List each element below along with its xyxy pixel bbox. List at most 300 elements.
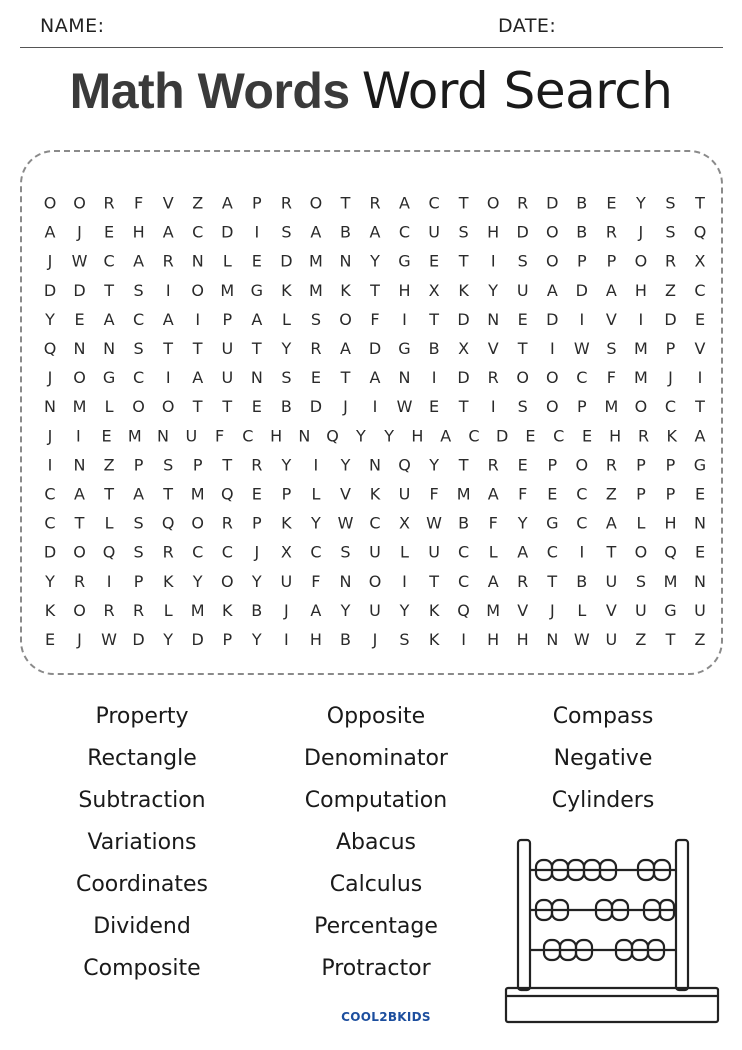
grid-letter: I <box>75 426 81 446</box>
grid-letter: F <box>370 309 380 329</box>
word-list-item: Dividend <box>93 914 191 939</box>
grid-letter: D <box>575 280 588 300</box>
grid-letter: C <box>133 368 145 388</box>
grid-letter: D <box>280 251 293 271</box>
grid-letter: P <box>133 455 144 475</box>
grid-letter: H <box>664 513 677 533</box>
word-list-item: Composite <box>83 956 201 981</box>
grid-letter: Y <box>281 455 292 475</box>
grid-letter: W <box>573 339 590 358</box>
grid-letter: I <box>165 368 171 388</box>
grid-letter: H <box>309 630 322 649</box>
grid-letter: C <box>192 542 204 562</box>
grid-letter: N <box>298 426 311 446</box>
grid-letter: Y <box>399 600 410 620</box>
grid-letter: M <box>633 339 648 358</box>
grid-letter: C <box>694 280 706 300</box>
grid-letter: U <box>369 600 381 620</box>
grid-letter: C <box>458 542 470 562</box>
grid-letter: T <box>222 397 233 417</box>
grid-letter: X <box>280 542 292 562</box>
grid-letter: Y <box>517 513 528 533</box>
grid-letter: P <box>606 251 617 271</box>
grid-letter: A <box>440 426 452 446</box>
grid-letter: B <box>428 339 440 358</box>
grid-letter: J <box>284 600 289 620</box>
grid-letter: E <box>429 251 440 271</box>
grid-letter: D <box>368 339 382 358</box>
grid-letter: C <box>546 542 558 562</box>
grid-letter: Q <box>102 542 116 562</box>
grid-letter: I <box>402 309 407 329</box>
grid-letter: H <box>270 426 283 446</box>
grid-letter: F <box>311 571 321 591</box>
grid-letter: Q <box>43 339 57 358</box>
grid-letter: N <box>44 397 56 417</box>
grid-letter: V <box>487 339 499 358</box>
grid-letter: C <box>398 222 411 242</box>
grid-letter: R <box>517 571 529 591</box>
grid-letter: D <box>457 368 470 388</box>
grid-letter: L <box>636 513 646 533</box>
grid-letter: B <box>576 222 588 242</box>
grid-letter: C <box>192 222 204 242</box>
grid-letter: K <box>428 630 440 649</box>
grid-letter: E <box>101 426 112 446</box>
grid-letter: S <box>665 193 676 213</box>
word-list-item: Variations <box>87 830 197 855</box>
grid-letter: K <box>44 600 56 620</box>
grid-letter: A <box>103 309 115 329</box>
grid-letter: Q <box>161 513 175 533</box>
grid-letter: W <box>71 251 88 271</box>
grid-letter: R <box>605 455 617 475</box>
grid-letter: H <box>487 222 500 242</box>
grid-letter: H <box>516 630 529 649</box>
grid-letter: C <box>221 542 233 562</box>
grid-letter: X <box>428 280 440 300</box>
grid-letter: O <box>575 455 589 475</box>
grid-letter: N <box>73 339 86 358</box>
grid-letter: U <box>221 368 234 388</box>
grid-letter: V <box>340 484 351 504</box>
grid-letter: T <box>458 251 469 271</box>
grid-letter: D <box>132 630 145 649</box>
grid-letter: I <box>461 630 466 649</box>
grid-letter: G <box>102 368 116 388</box>
grid-letter: S <box>458 222 469 242</box>
grid-letter: R <box>162 251 174 271</box>
grid-letter: H <box>398 280 411 300</box>
grid-letter: E <box>517 309 528 329</box>
grid-letter: T <box>429 309 439 329</box>
grid-letter: B <box>458 513 470 533</box>
grid-letter: R <box>251 455 263 475</box>
grid-letter: O <box>516 368 529 388</box>
grid-letter: E <box>517 455 528 475</box>
grid-letter: R <box>103 600 115 620</box>
grid-letter: M <box>72 397 87 417</box>
grid-letter: A <box>74 484 85 504</box>
grid-letter: Y <box>429 455 439 475</box>
title-light: Word Search <box>361 62 673 120</box>
grid-letter: L <box>311 484 321 504</box>
grid-letter: N <box>398 368 411 388</box>
grid-letter: O <box>191 280 204 300</box>
grid-letter: T <box>517 339 528 358</box>
grid-letter: I <box>490 251 496 271</box>
grid-letter: S <box>163 455 174 475</box>
grid-letter: D <box>496 426 509 446</box>
grid-letter: B <box>576 193 588 213</box>
grid-letter: Z <box>103 455 115 475</box>
grid-letter: I <box>106 571 112 591</box>
grid-letter: O <box>634 542 648 562</box>
grid-letter: T <box>547 571 558 591</box>
grid-letter: C <box>133 309 145 329</box>
grid-letter: I <box>549 339 555 358</box>
grid-letter: Y <box>340 600 351 620</box>
grid-letter: P <box>547 455 558 475</box>
word-list-item: Calculus <box>329 872 423 897</box>
grid-letter: Q <box>326 426 339 446</box>
word-list-item: Computation <box>304 788 448 813</box>
grid-letter: A <box>340 339 351 358</box>
grid-letter: F <box>214 426 225 446</box>
grid-letter: O <box>368 571 382 591</box>
grid-letter: A <box>487 484 499 504</box>
grid-letter: T <box>370 280 380 300</box>
grid-letter: O <box>73 193 86 213</box>
grid-letter: T <box>340 193 351 213</box>
grid-letter: G <box>250 280 264 300</box>
grid-letter: A <box>44 222 56 242</box>
grid-letter: Y <box>488 280 499 300</box>
grid-letter: P <box>665 455 676 475</box>
grid-letter: O <box>43 193 57 213</box>
abacus-icon <box>498 828 728 1028</box>
grid-letter: R <box>487 455 499 475</box>
word-list-item: Negative <box>553 746 653 771</box>
grid-letter: N <box>694 571 706 591</box>
grid-letter: L <box>104 397 114 417</box>
word-list-item: Opposite <box>326 704 426 729</box>
grid-letter: C <box>428 193 440 213</box>
grid-letter: V <box>605 309 617 329</box>
grid-letter: A <box>517 542 529 562</box>
grid-letter: O <box>546 397 559 417</box>
grid-letter: Y <box>356 426 366 446</box>
grid-letter: P <box>576 397 587 417</box>
grid-letter: J <box>372 630 378 649</box>
grid-letter: A <box>133 251 145 271</box>
grid-letter: J <box>638 222 644 242</box>
grid-letter: N <box>339 251 352 271</box>
word-list-item: Subtraction <box>78 788 206 813</box>
grid-letter: D <box>73 280 86 300</box>
grid-letter: T <box>163 484 174 504</box>
grid-letter: J <box>549 600 555 620</box>
grid-letter: J <box>47 368 53 388</box>
grid-letter: W <box>101 630 118 649</box>
grid-letter: H <box>634 280 647 300</box>
grid-letter: I <box>697 368 703 388</box>
grid-letter: M <box>190 484 205 504</box>
grid-letter: V <box>605 600 617 620</box>
grid-letter: N <box>694 513 706 533</box>
grid-letter: H <box>487 630 500 649</box>
grid-letter: K <box>340 280 351 300</box>
word-list-item: Property <box>95 704 189 729</box>
grid-letter: T <box>104 484 114 504</box>
word-list-column-3 <box>483 698 723 824</box>
grid-letter: U <box>369 542 381 562</box>
grid-letter: R <box>487 368 499 388</box>
grid-letter: S <box>606 339 617 358</box>
grid-letter: Z <box>605 484 617 504</box>
word-list-item: Abacus <box>336 830 416 855</box>
grid-letter: N <box>546 630 559 649</box>
grid-letter: S <box>281 368 292 388</box>
grid-letter: R <box>664 251 677 271</box>
grid-letter: O <box>132 397 145 417</box>
grid-letter: E <box>251 251 262 271</box>
grid-letter: D <box>221 222 234 242</box>
grid-letter: E <box>251 484 262 504</box>
grid-letter: E <box>525 426 536 446</box>
grid-letter: Y <box>636 193 646 213</box>
grid-letter: C <box>242 426 254 446</box>
grid-letter: U <box>605 630 618 649</box>
grid-letter: Q <box>457 600 470 620</box>
grid-letter: Y <box>251 630 262 649</box>
grid-letter: C <box>576 484 588 504</box>
grid-letter: A <box>310 600 322 620</box>
grid-letter: E <box>581 426 593 446</box>
grid-letter: D <box>516 222 529 242</box>
grid-letter: R <box>133 600 145 620</box>
grid-letter: O <box>546 368 559 388</box>
grid-letter: A <box>694 426 706 446</box>
grid-letter: E <box>694 484 706 504</box>
grid-letter: O <box>339 309 352 329</box>
grid-letter: P <box>281 484 292 504</box>
grid-letter: T <box>192 339 203 358</box>
grid-letter: C <box>576 368 588 388</box>
grid-letter: M <box>190 600 205 620</box>
grid-letter: I <box>47 455 53 475</box>
grid-letter: S <box>517 397 528 417</box>
grid-letter: O <box>221 571 234 591</box>
grid-letter: A <box>369 222 381 242</box>
word-list-item: Coordinates <box>75 872 209 897</box>
grid-letter: M <box>308 280 323 300</box>
grid-letter: L <box>281 309 291 329</box>
word-list-item: Cylinders <box>551 788 655 813</box>
grid-letter: P <box>222 309 233 329</box>
grid-letter: S <box>635 571 646 591</box>
grid-letter: B <box>340 222 351 242</box>
grid-letter: Y <box>251 571 262 591</box>
grid-letter: N <box>157 426 169 446</box>
grid-letter: A <box>133 484 145 504</box>
grid-letter: A <box>369 368 381 388</box>
grid-letter: P <box>133 571 144 591</box>
grid-letter: G <box>546 513 559 533</box>
grid-letter: R <box>310 339 322 358</box>
grid-letter: B <box>251 600 263 620</box>
grid-letter: D <box>43 280 57 300</box>
grid-letter: B <box>340 630 351 649</box>
grid-letter: M <box>308 251 323 271</box>
word-list-item: Compass <box>552 704 654 729</box>
word-list-item: Protractor <box>321 956 431 981</box>
grid-letter: I <box>431 368 437 388</box>
name-label: NAME: <box>40 15 105 37</box>
grid-letter: L <box>222 251 232 271</box>
grid-letter: Y <box>45 309 55 329</box>
grid-letter: W <box>573 630 590 649</box>
grid-letter: N <box>487 309 500 329</box>
grid-letter: Q <box>221 484 234 504</box>
grid-letter: W <box>337 513 354 533</box>
grid-letter: D <box>43 542 57 562</box>
grid-letter: E <box>694 542 706 562</box>
date-label: DATE: <box>498 15 557 37</box>
grid-letter: I <box>165 280 171 300</box>
grid-letter: A <box>399 193 410 213</box>
grid-letter: U <box>398 484 411 504</box>
grid-letter: H <box>411 426 424 446</box>
grid-letter: S <box>310 309 321 329</box>
grid-letter: N <box>191 251 204 271</box>
grid-letter: I <box>195 309 201 329</box>
grid-letter: A <box>310 222 322 242</box>
grid-letter: I <box>579 309 585 329</box>
grid-letter: C <box>103 251 115 271</box>
grid-letter: X <box>694 251 706 271</box>
grid-letter: O <box>191 513 204 533</box>
grid-letter: S <box>133 542 144 562</box>
grid-letter: C <box>553 426 565 446</box>
grid-letter: P <box>251 513 262 533</box>
grid-letter: M <box>127 426 142 446</box>
grid-letter: A <box>251 309 263 329</box>
grid-letter: I <box>402 571 407 591</box>
grid-letter: E <box>694 309 706 329</box>
grid-letter: P <box>222 630 233 649</box>
grid-letter: E <box>44 630 56 649</box>
word-list-column-1 <box>22 698 262 992</box>
grid-letter: M <box>604 397 619 417</box>
grid-letter: T <box>458 193 469 213</box>
grid-letter: D <box>546 309 559 329</box>
grid-letter: M <box>220 280 235 300</box>
grid-letter: E <box>251 397 262 417</box>
grid-letter: R <box>162 542 174 562</box>
grid-letter: J <box>668 368 673 388</box>
grid-letter: C <box>458 571 470 591</box>
grid-letter: Z <box>694 630 706 649</box>
grid-letter: R <box>369 193 381 213</box>
grid-letter: N <box>339 571 352 591</box>
grid-letter: Q <box>398 455 411 475</box>
grid-letter: M <box>663 571 678 591</box>
grid-letter: N <box>103 339 116 358</box>
grid-letter: V <box>162 193 174 213</box>
grid-letter: E <box>104 222 115 242</box>
grid-letter: T <box>340 368 351 388</box>
grid-letter: K <box>666 426 677 446</box>
grid-letter: Z <box>635 630 647 649</box>
grid-letter: K <box>281 280 292 300</box>
grid-letter: U <box>428 222 440 242</box>
grid-letter: C <box>310 542 322 562</box>
grid-letter: L <box>104 513 114 533</box>
grid-letter: T <box>74 513 85 533</box>
grid-letter: S <box>517 251 528 271</box>
grid-letter: U <box>694 600 706 620</box>
grid-letter: T <box>458 397 469 417</box>
grid-letter: K <box>369 484 381 504</box>
grid-letter: J <box>343 397 348 417</box>
grid-letter: D <box>191 630 204 649</box>
grid-letter: Y <box>370 251 380 271</box>
grid-letter: C <box>44 513 56 533</box>
grid-letter: E <box>606 193 617 213</box>
grid-letter: P <box>192 455 203 475</box>
grid-letter: Y <box>45 571 55 591</box>
grid-letter: T <box>192 397 203 417</box>
grid-letter: I <box>579 542 585 562</box>
grid-letter: O <box>634 397 648 417</box>
grid-letter: X <box>399 513 410 533</box>
grid-letter: F <box>488 513 498 533</box>
grid-letter: N <box>369 455 381 475</box>
grid-letter: A <box>162 222 174 242</box>
grid-letter: F <box>429 484 439 504</box>
grid-letter: A <box>546 280 558 300</box>
grid-letter: S <box>281 222 292 242</box>
grid-letter: K <box>281 513 292 533</box>
grid-letter: I <box>372 397 378 417</box>
grid-letter: T <box>695 193 705 213</box>
cool2bkids-logo: COOL2BKIDS <box>341 1010 431 1024</box>
grid-letter: K <box>458 280 469 300</box>
grid-letter: S <box>133 280 144 300</box>
grid-letter: M <box>486 600 501 620</box>
grid-letter: P <box>636 455 646 475</box>
grid-letter: C <box>369 513 381 533</box>
grid-letter: U <box>605 571 618 591</box>
grid-letter: F <box>133 193 144 213</box>
grid-letter: N <box>73 455 86 475</box>
grid-letter: U <box>280 571 293 591</box>
grid-letter: S <box>133 513 144 533</box>
grid-letter: D <box>664 309 677 329</box>
grid-letter: J <box>77 630 82 649</box>
grid-letter: S <box>665 222 676 242</box>
grid-letter: R <box>103 193 115 213</box>
grid-letter: U <box>185 426 198 446</box>
grid-letter: Y <box>281 339 292 358</box>
word-list-item: Percentage <box>314 914 438 939</box>
title-bold: Math Words <box>69 63 350 119</box>
grid-letter: P <box>665 484 676 504</box>
grid-letter: E <box>74 309 85 329</box>
grid-letter: L <box>488 542 498 562</box>
grid-letter: W <box>426 513 443 533</box>
